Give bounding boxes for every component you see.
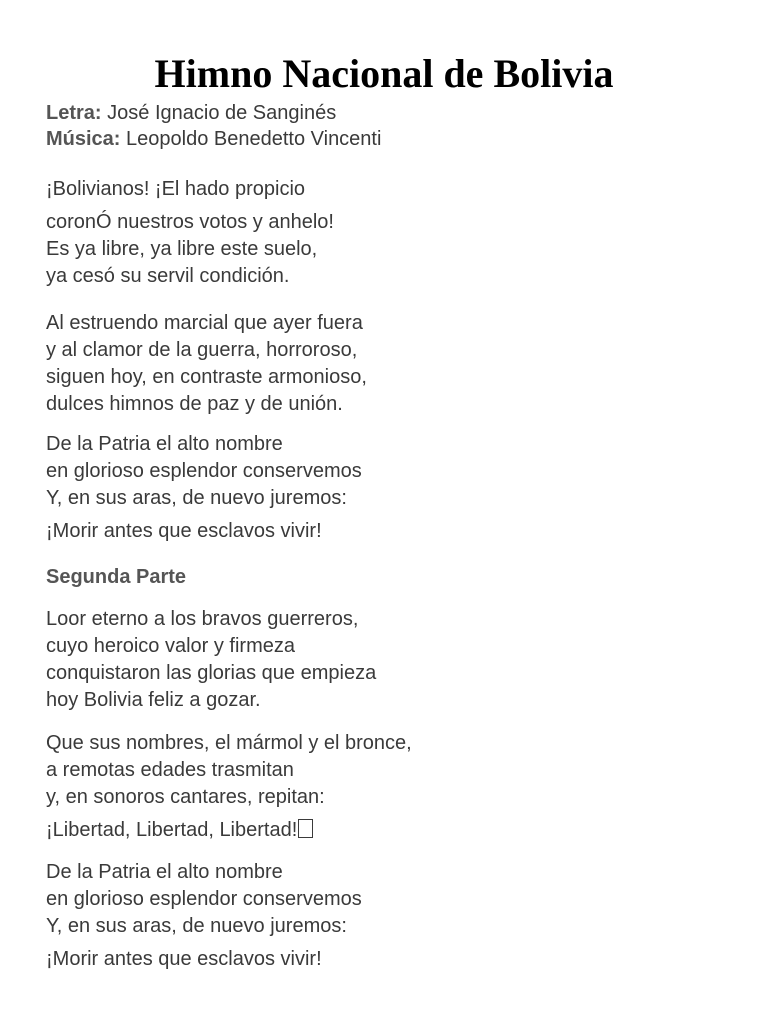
credits — [46, 100, 381, 152]
verse-line: Loor eterno a los bravos guerreros, — [46, 608, 359, 630]
verse-line: ¡Bolivianos! ¡El hado propicio — [46, 178, 306, 200]
verse-line: Y, en sus aras, de nuevo juremos: — [46, 915, 347, 937]
verse-line: siguen hoy, en contraste armonioso, — [46, 366, 367, 388]
verse-line: cuyo heroico valor y firmeza — [46, 635, 295, 657]
page-title: Himno Nacional de Bolivia — [154, 51, 614, 96]
verse-line: ya cesó su servil condición. — [46, 265, 290, 287]
verse-line: Al estruendo marcial que ayer fuera — [46, 312, 363, 334]
music-credit — [46, 126, 381, 152]
verse-line-text: ¡Libertad, Libertad, Libertad! — [46, 819, 298, 841]
verse-line: ¡Morir antes que esclavos vivir! — [46, 948, 322, 970]
lyrics-author: José Ignacio de Sanginés — [107, 102, 337, 124]
stanza-1 — [46, 176, 334, 290]
verse-line: Y, en sus aras, de nuevo juremos: — [46, 487, 347, 509]
lyrics-credit — [46, 100, 381, 126]
verse-line: dulces himnos de paz y de unión. — [46, 393, 343, 415]
music-label: Música: — [46, 128, 121, 150]
verse-line: ¡Morir antes que esclavos vivir! — [46, 520, 322, 542]
verse-line: coronÓ nuestros votos y anhelo! — [46, 211, 334, 233]
verse-line: conquistaron las glorias que empieza — [46, 662, 377, 684]
verse-line: y al clamor de la guerra, horroroso, — [46, 339, 358, 361]
section-heading: Segunda Parte — [46, 566, 187, 588]
stanza-5 — [46, 730, 412, 844]
music-author: Leopoldo Benedetto Vincenti — [126, 128, 382, 150]
verse-line: De la Patria el alto nombre — [46, 861, 283, 883]
stanza-2 — [46, 310, 367, 418]
verse-line: hoy Bolivia feliz a gozar. — [46, 689, 261, 711]
verse-line — [46, 817, 412, 844]
missing-glyph-icon — [298, 819, 313, 838]
verse-line: Que sus nombres, el mármol y el bronce, — [46, 732, 412, 754]
stanza-4 — [46, 606, 376, 714]
verse-line: De la Patria el alto nombre — [46, 433, 283, 455]
verse-line: en glorioso esplendor conservemos — [46, 460, 362, 482]
verse-line: Es ya libre, ya libre este suelo, — [46, 238, 318, 260]
chorus-1 — [46, 431, 362, 545]
chorus-2 — [46, 859, 362, 973]
lyrics-label: Letra: — [46, 102, 102, 124]
verse-line: en glorioso esplendor conservemos — [46, 888, 362, 910]
verse-line: a remotas edades trasmitan — [46, 759, 294, 781]
verse-line: y, en sonoros cantares, repitan: — [46, 786, 325, 808]
